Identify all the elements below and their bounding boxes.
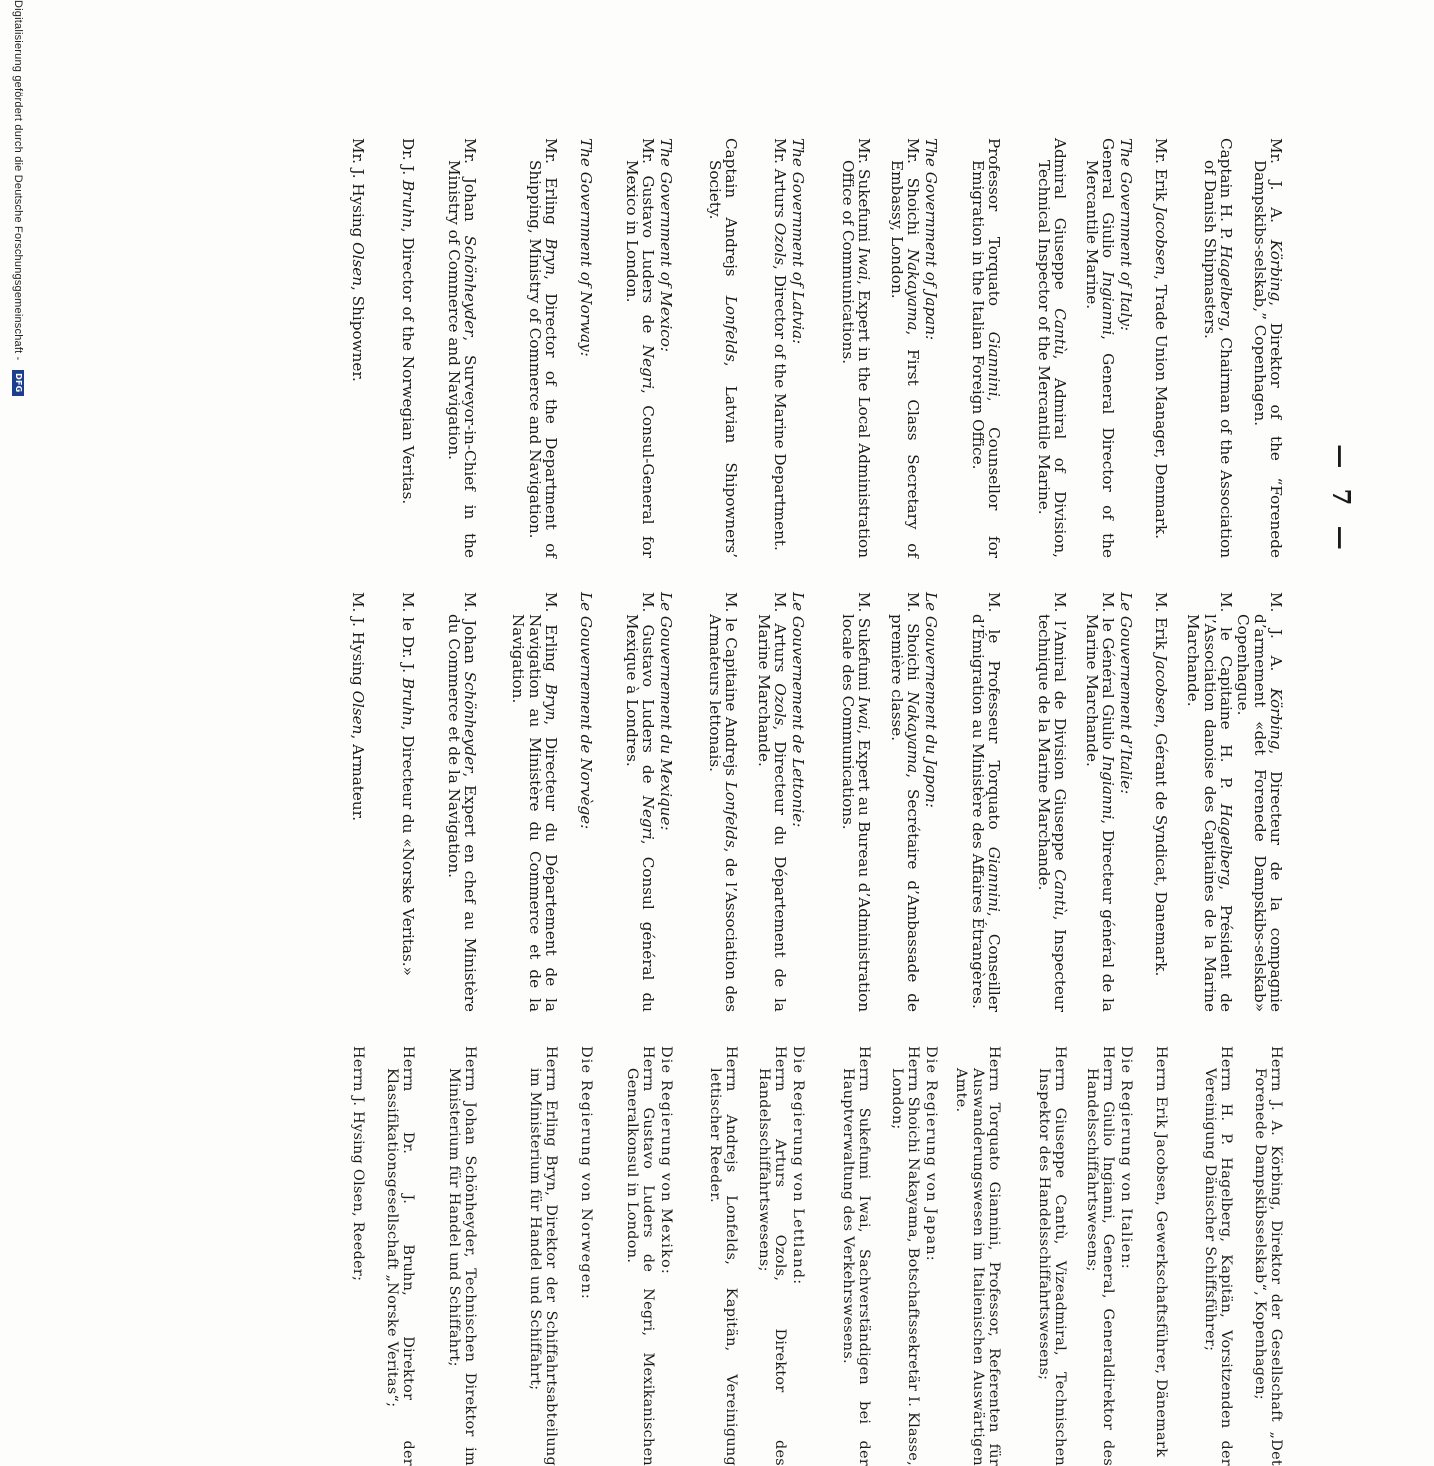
entry-text: , Gérant de Syndicat, Danemark. [1152, 723, 1170, 977]
entry-text: Herrn Giulio Ingianni, General, Generaldirektor des Handelsschiffahrtswesens; [1083, 1046, 1116, 1466]
delegate-entry [1235, 592, 1284, 1012]
entry-text: Die Regierung von Mexiko: [658, 1046, 674, 1275]
section-heading [658, 138, 674, 558]
entry-text: , Directeur du Département de la Marine Marchande. [754, 614, 789, 1012]
entry-text: Herrn Johan Schönheyder, Technischen Direktor im Ministerium für Handel und Schiffahrt; [445, 1046, 478, 1466]
entry-text: Mr. Johan [461, 138, 479, 236]
entry-text: Le Gouvernement du Japon: [922, 592, 940, 808]
entry-text: , Expert au Bureau d’Administration locale des Communications. [838, 614, 873, 1012]
delegate-entry [445, 138, 478, 558]
digitization-credit [12, 0, 24, 1000]
delegate-surname: Schönheyder [461, 671, 479, 773]
entry-text: The Government of Mexico: [657, 138, 675, 353]
delegate-surname: Lonfelds [722, 781, 740, 848]
section-heading [923, 138, 939, 558]
delegate-entry [623, 1046, 656, 1466]
section-heading [578, 138, 594, 558]
delegate-surname: Iwai [855, 696, 873, 730]
delegate-entry [1201, 1046, 1234, 1466]
entry-text: M. Sukefumi [855, 592, 873, 697]
delegate-entry [1083, 1046, 1116, 1466]
entry-text: M. J. Hysing [349, 592, 367, 691]
delegate-entry [1251, 1046, 1284, 1466]
section-heading [1118, 592, 1134, 1012]
entry-text: , Directeur du Département de la Navigation au Ministère du Commerce et de la Navigation. [509, 614, 560, 1012]
delegate-entry [350, 592, 366, 1012]
delegate-surname: Giannini [985, 846, 1003, 912]
entry-text: , Conseiller d’Émigration au Ministère des Affaires Étrangères. [968, 614, 1003, 1012]
entry-text: , Expert en chef au Ministère du Commerce et de la Navigation. [444, 614, 479, 1012]
entry-text: , Trade Union Manager, Denmark. [1152, 275, 1170, 540]
delegate-surname: Nakayama [904, 248, 922, 331]
delegate-surname: Giannini [985, 331, 1003, 397]
delegate-surname: Ingianni [1099, 755, 1117, 820]
delegate-entry [772, 138, 788, 558]
entry-text: , Director of the Marine Department. [771, 265, 789, 551]
entry-text: Herrn Erik Jacobsen, Gewerkschaftsführer, Dänemark [1153, 1046, 1169, 1458]
delegate-surname: Negri [639, 795, 657, 840]
entry-text: M. Gustavo Luders de [639, 592, 657, 796]
entry-text: Herrn Erling Bryn, Direktor der Schiffahrtsabteilung im Ministerium für Handel und Schiffahrt; [526, 1046, 559, 1466]
delegate-surname: Körbing [1267, 239, 1285, 302]
entry-text: Die Regierung von Italien: [1118, 1046, 1134, 1270]
entry-text: Le Gouvernement de Lettonie: [789, 592, 807, 828]
entry-text: , Admiral of Division, Technical Inspector of the Mercantile Marine. [1034, 160, 1069, 558]
delegate-entry [1185, 592, 1234, 1012]
entry-text: Le Gouvernement du Mexique: [657, 592, 675, 831]
delegate-entry [1201, 138, 1234, 558]
delegate-surname: Bruhn [399, 677, 417, 726]
section-heading [658, 592, 674, 1012]
delegate-surname: Körbing [1267, 688, 1285, 750]
entry-text: Herrn Shoichi Nakayama, Botschaftssekretär I. Klasse, London; [888, 1046, 921, 1466]
section-heading [790, 1046, 806, 1466]
delegate-surname: Olsen [349, 242, 367, 287]
entry-text: Mr. Shoichi [904, 138, 922, 249]
entry-text: The Government of Italy: [1117, 138, 1135, 332]
entry-text: Mr. Gustavo Luders de [639, 138, 657, 345]
delegate-entry [755, 592, 788, 1012]
entry-text: , Director of the Norwegian Veritas. [399, 227, 417, 505]
entry-text: Herrn J. A. Körbing, Direktor der Gesellschaft „Det Forenede Dampskibsselskab“, Kopenhagen; [1251, 1046, 1284, 1466]
section-heading [578, 1046, 594, 1466]
entry-text: Herrn Sukefumi Iwai, Sachverständigen bei der Hauptverwaltung des Verkehrswesens. [839, 1046, 872, 1466]
section-heading [923, 1046, 939, 1466]
entry-text: M. Shoichi [904, 592, 922, 692]
delegate-surname: Hagelberg [1217, 803, 1235, 886]
delegate-entry [445, 1046, 478, 1466]
delegate-surname: Ozols [771, 222, 789, 266]
entry-text: Admiral Giuseppe [1051, 138, 1069, 309]
entry-text: M. le Capitaine H. P. [1217, 592, 1235, 804]
delegate-entry [1153, 1046, 1169, 1466]
delegate-surname: Ingianni [1099, 271, 1117, 336]
delegate-entry [445, 592, 478, 1012]
entry-text: Mr. Sukefumi [855, 138, 873, 248]
entry-text: , Directeur général de la Marine Marchande. [1082, 614, 1117, 1012]
entry-text: The Government of Latvia: [789, 138, 807, 345]
entry-text: Dr. J. [399, 138, 417, 180]
delegate-surname: Bryn [542, 238, 560, 276]
entry-text: M. l’Amiral de Division Giuseppe [1051, 592, 1069, 870]
entry-text: , Shipowner. [349, 286, 367, 382]
delegate-entry [953, 1046, 1002, 1466]
delegate-entry [706, 592, 739, 1012]
entry-text: Herrn H. P. Hagelberg, Kapitän, Vorsitzenden der Vereinigung Dänischer Schiffsführer; [1201, 1046, 1234, 1466]
delegate-entry [350, 138, 366, 558]
delegate-surname: Negri [639, 344, 657, 389]
delegate-entry [755, 1046, 788, 1466]
delegate-entry [1153, 592, 1169, 1012]
entry-text: , Consul général du Mexique à Londres. [622, 614, 657, 1012]
delegate-surname: Cantù [1051, 869, 1069, 916]
entry-text: , Expert in the Local Administration Office of Communications. [838, 160, 873, 558]
delegate-entry [888, 1046, 921, 1466]
delegate-entry [1035, 1046, 1068, 1466]
delegate-surname: Hagelberg [1217, 245, 1235, 327]
entry-text: The Government of Japan: [922, 138, 940, 341]
entry-text: Captain H. P. [1217, 138, 1235, 246]
entry-text: Die Regierung von Lettland: [790, 1046, 806, 1286]
entry-text: Herrn Torquato Giannini, Professor, Referenten für Auswanderungswesen im Italienischen Auswärtigen Amte. [953, 1046, 1002, 1466]
entry-text: M. le Dr. J. [399, 592, 417, 678]
entry-text: M. le Capitaine Andrejs [722, 592, 740, 782]
entry-text: , First Class Secretary of Embassy, London. [887, 160, 922, 558]
entry-text: Herrn Gustavo Luders de Negri, Mexikanischen Generalkonsul in London. [623, 1046, 656, 1466]
delegate-entry [623, 138, 656, 558]
entry-text: , Direktor of the “Forenede Dampskibs-selskab,” Copenhagen. [1250, 160, 1285, 559]
entry-text: , Inspecteur technique de la Marine Marchande. [1034, 614, 1069, 1012]
delegate-surname: Bruhn [399, 180, 417, 228]
entry-text: M. Arturs [771, 592, 789, 684]
delegate-entry [1035, 138, 1068, 558]
entry-text: , Armateur. [349, 734, 367, 822]
delegate-entry [1153, 138, 1169, 558]
section-heading [1118, 1046, 1134, 1466]
section-heading [578, 592, 594, 1012]
entry-text: Captain Andrejs [722, 138, 740, 296]
entry-text: Mr. Erling [542, 138, 560, 239]
entry-text: M. Erling [542, 592, 560, 684]
entry-text: M. Erik [1152, 592, 1170, 655]
entry-text: , Secrétaire d’Ambassade de première classe. [887, 614, 922, 1012]
entry-text: Die Regierung von Norwegen: [578, 1046, 594, 1300]
delegate-entry [383, 1046, 416, 1466]
entry-text: M. le Professeur Torquato [985, 592, 1003, 847]
delegate-entry [969, 138, 1002, 558]
entry-text: M. Johan [461, 592, 479, 672]
section-heading [790, 592, 806, 1012]
entry-text: General Giulio [1099, 138, 1117, 272]
delegate-entry [888, 138, 921, 558]
delegate-surname: Cantù [1051, 308, 1069, 355]
entry-text: , Président de l’Association danoise des Capitaines de la Marine Marchande. [1184, 614, 1235, 1013]
delegate-entry [400, 592, 416, 1012]
entry-text: Herrn J. Hysing Olsen, Reeder; [350, 1046, 366, 1282]
digitization-credit-text: Digitalisierung gefördert durch die Deutsche Forschungsgemeinschaft - [12, 0, 24, 361]
delegate-entry [400, 138, 416, 558]
delegate-surname: Iwai [855, 247, 873, 281]
entry-text: Professor Torquato [985, 138, 1003, 332]
entry-text: , Director of the Department of Shipping, Ministry of Commerce and Navigation. [525, 160, 560, 558]
entry-text: The Government of Norway: [577, 138, 595, 357]
entry-text: Herrn Arturs Ozols, Direktor des Handelsschiffahrtswesens; [755, 1046, 788, 1466]
page-number: — 7 — [1327, 444, 1356, 556]
delegate-entry [526, 138, 559, 558]
delegate-entry [350, 1046, 366, 1466]
entry-text: Mr. Erik [1152, 138, 1170, 207]
entry-text: Herrn Giuseppe Cantù, Vizeadmiral, Technischen Inspektor des Handelsschiffahrtswesens; [1035, 1046, 1068, 1466]
entry-text: Le Gouvernement de Norvège: [577, 592, 595, 830]
entry-text: , Directeur du «Norske Veritas.» [399, 725, 417, 976]
delegate-entry [1083, 592, 1116, 1012]
delegate-entry [526, 1046, 559, 1466]
delegate-entry [706, 138, 739, 558]
delegate-surname: Schönheyder [461, 235, 479, 337]
entry-text: Mr. Arturs [771, 138, 789, 223]
section-heading [923, 592, 939, 1012]
dfg-logo: DFG [12, 370, 24, 396]
delegate-entry [623, 592, 656, 1012]
delegate-entry [839, 592, 872, 1012]
entry-text: M. le Général Giulio [1099, 592, 1117, 756]
delegate-entry [1251, 138, 1284, 558]
delegate-surname: Olsen [349, 690, 367, 735]
section-heading [790, 138, 806, 558]
entry-text: Le Gouvernement d’Italie: [1117, 592, 1135, 795]
entry-text: , de l’Association des Armateurs lettonais. [705, 614, 740, 1013]
delegate-entry [969, 592, 1002, 1012]
entry-text: , Latvian Shipowners’ Society. [705, 160, 740, 559]
entry-text: , Consul-General for Mexico in London. [622, 160, 657, 558]
entry-text: Mr. J. A. [1267, 138, 1285, 240]
delegate-entry [706, 1046, 739, 1466]
delegate-surname: Jacobsen [1152, 206, 1170, 276]
entry-text: Die Regierung von Japan: [923, 1046, 939, 1262]
entry-text: Herrn Andrejs Lonfelds, Kapitän, Vereinigung lettischer Reeder. [706, 1046, 739, 1466]
delegate-entry [1083, 138, 1116, 558]
delegate-surname: Lonfelds [722, 295, 740, 362]
delegate-entry [1035, 592, 1068, 1012]
entry-text: Mr. J. Hysing [349, 138, 367, 243]
entry-text: , General Director of the Mercantile Marine. [1082, 160, 1117, 558]
delegate-entry [839, 1046, 872, 1466]
entry-text: Herrn Dr. J. Bruhn, Direktor der Klassifikationsgesellschaft „Norske Veritas“; [383, 1046, 416, 1466]
delegate-entry [888, 592, 921, 1012]
entry-text: , Surveyor-in-Chief in the Ministry of Commerce and Navigation. [444, 160, 479, 558]
delegate-surname: Jacobsen [1152, 654, 1170, 724]
delegate-entry [510, 592, 559, 1012]
entry-text: M. J. A. [1267, 592, 1285, 689]
delegate-entry [839, 138, 872, 558]
delegate-surname: Bryn [542, 683, 560, 721]
delegate-surname: Ozols [771, 683, 789, 726]
section-heading [1118, 138, 1134, 558]
entry-text: , Counsellor for Emigration in the Italian Foreign Office. [968, 160, 1003, 558]
entry-text: , Chairman of the Association of Danish Shipmasters. [1200, 160, 1235, 558]
delegate-surname: Nakayama [904, 691, 922, 774]
section-heading [658, 1046, 674, 1466]
entry-text: , Directeur de la compagnie d’armement «det Forenede Dampskibs-selskab» Copenhague. [1234, 614, 1285, 1012]
